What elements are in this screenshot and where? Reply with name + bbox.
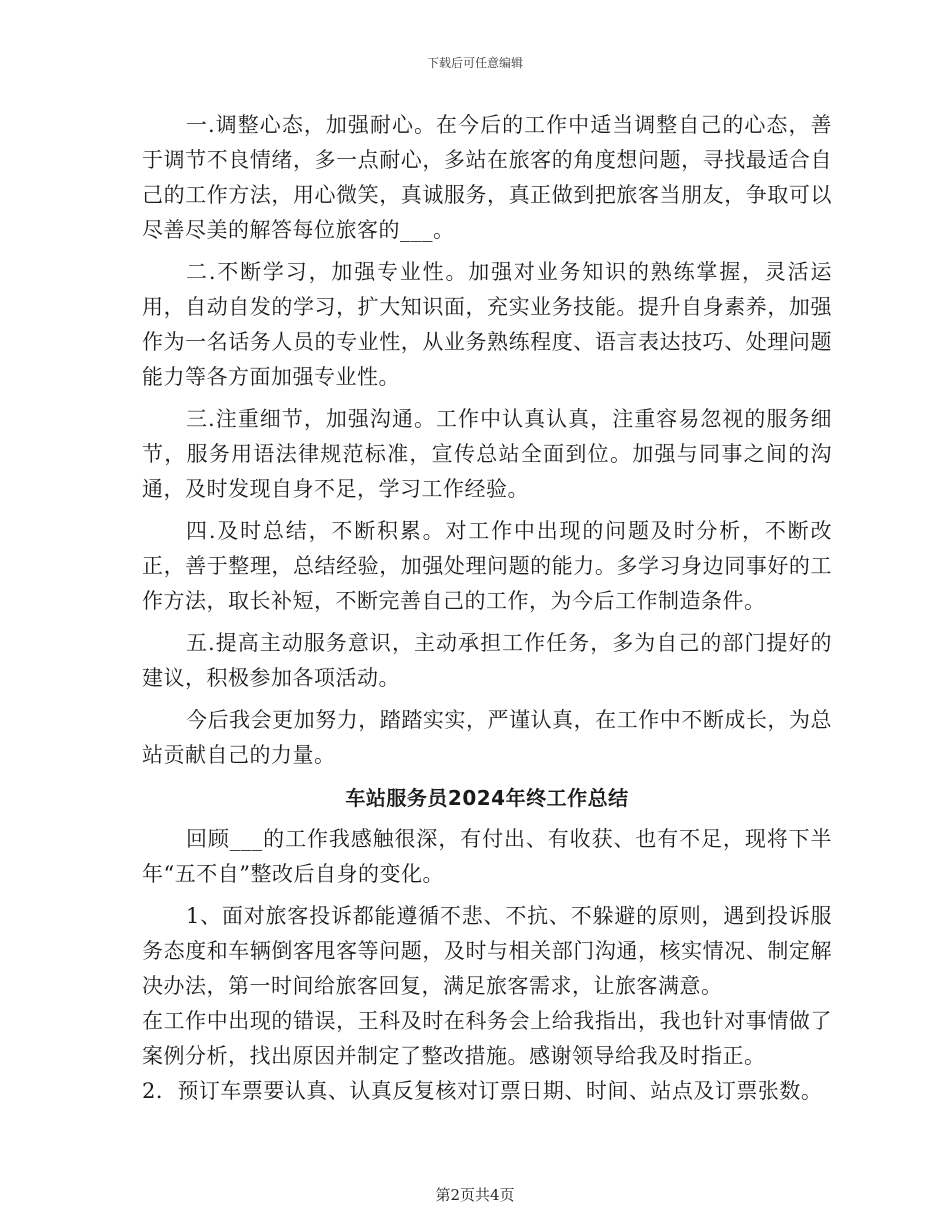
section-title: 车站服务员2024年终工作总结 [345, 786, 629, 810]
page-header: 下载后可任意编辑 [426, 56, 523, 70]
document-body [142, 108, 832, 1109]
section-paragraph-1: 回顾___的工作我感触很深，有付出、有收获、也有不足，现将下半年“五不自”整改后自身的变化。 [142, 827, 832, 886]
paragraph-1: 一.调整心态，加强耐心。在今后的工作中适当调整自己的心态，善于调节不良情绪，多一点耐心，多站在旅客的角度想问题，寻找最适合自己的工作方法，用心微笑，真诚服务，真正做到把旅客当朋友，争取可以尽善尽美的解答每位旅客的___。 [142, 113, 832, 242]
paragraph-5: 五.提高主动服务意识，主动承担工作任务，多为自己的部门提好的建议，积极参加各项活动。 [142, 631, 832, 690]
paragraph-6: 今后我会更加努力，踏踏实实，严谨认真，在工作中不断成长，为总站贡献自己的力量。 [142, 708, 832, 767]
paragraph-4: 四.及时总结，不断积累。对工作中出现的问题及时分析，不断改正，善于整理，总结经验，加强处理问题的能力。多学习身边同事好的工作方法，取长补短，不断完善自己的工作，为今后工作制造条件。 [142, 519, 832, 613]
section-paragraph-2: 1、面对旅客投诉都能遵循不悲、不抗、不躲避的原则，遇到投诉服务态度和车辆倒客甩客等问题，及时与相关部门沟通，核实情况、制定解决办法，第一时间给旅客回复，满足旅客需求，让旅客满意。 [142, 904, 832, 998]
paragraph-3: 三.注重细节，加强沟通。工作中认真认真，注重容易忽视的服务细节，服务用语法律规范标准，宣传总站全面到位。加强与同事之间的沟通，及时发现自身不足，学习工作经验。 [142, 407, 832, 501]
page-footer: 第2页共4页 [435, 1186, 515, 1204]
paragraph-2: 二.不断学习，加强专业性。加强对业务知识的熟练掌握，灵活运用，自动自发的学习，扩大知识面，充实业务技能。提升自身素养，加强作为一名话务人员的专业性，从业务熟练程度、语言表达技巧、处理问题能力等各方面加强专业性。 [142, 260, 832, 389]
trailing-line-2: 2．预订车票要认真、认真反复核对订票日期、时间、站点及订票张数。 [142, 1079, 823, 1103]
trailing-line-1: 在工作中出现的错误，王科及时在科务会上给我指出，我也针对事情做了案例分析，找出原因并制定了整改措施。感谢领导给我及时指正。 [142, 1009, 832, 1068]
